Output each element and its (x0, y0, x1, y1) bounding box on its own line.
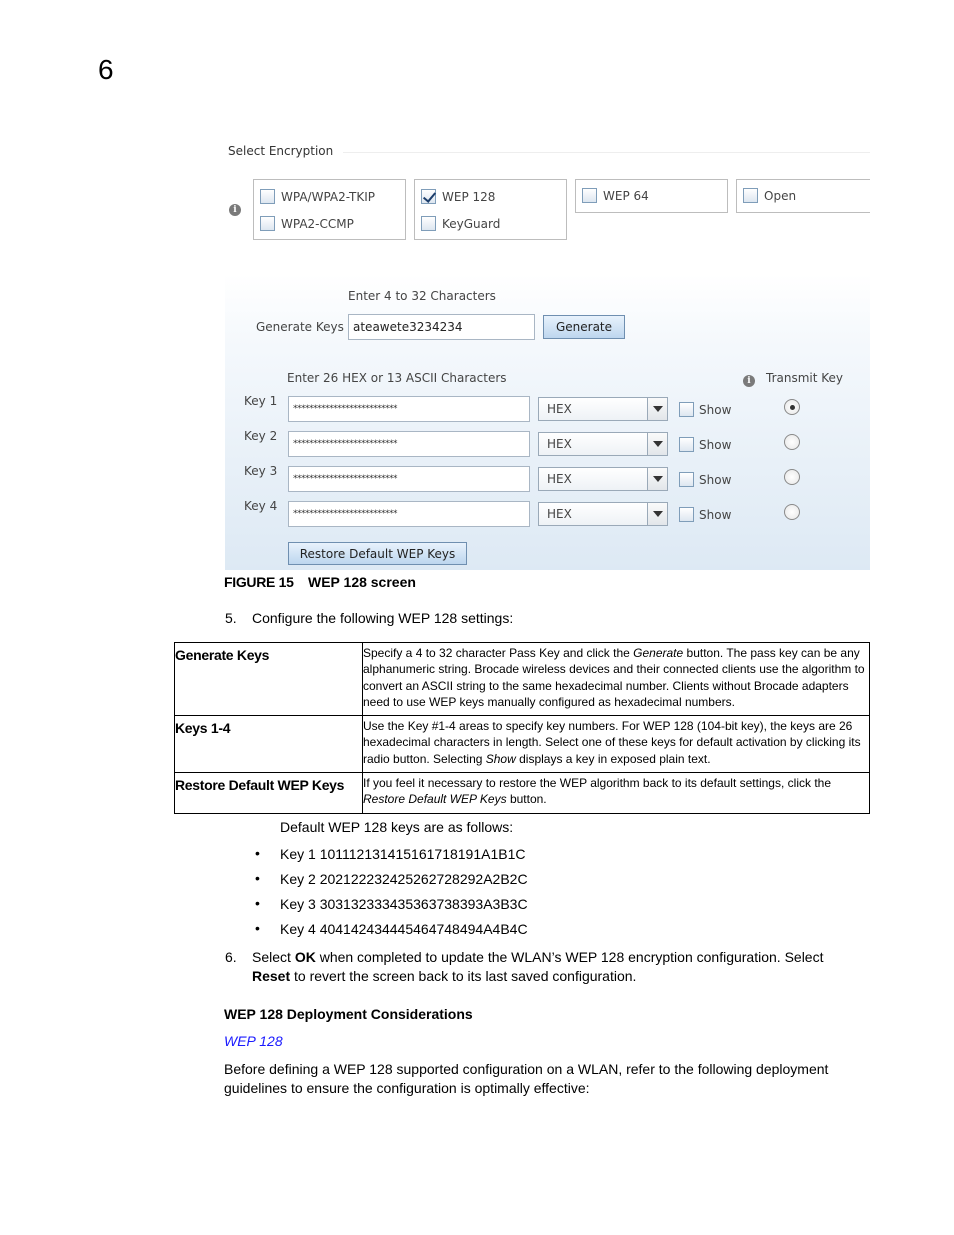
default-key-4: Key 4 404142434445464748494A4B4C (280, 921, 528, 937)
key-1-input[interactable]: ************************** (288, 396, 530, 422)
desc-text: button. (506, 792, 547, 807)
key-4-transmit-radio[interactable] (784, 504, 800, 520)
key-4-label: Key 4 (244, 499, 278, 513)
bullet-icon: • (255, 920, 260, 936)
key-1-format-value: HEX (547, 402, 572, 416)
key-3-input[interactable]: ************************** (288, 466, 530, 492)
chevron-down-icon (647, 503, 667, 525)
chevron-down-icon (647, 433, 667, 455)
wep128-checkbox[interactable] (421, 189, 436, 204)
table-key: Keys 1-4 (175, 716, 363, 773)
passkey-input[interactable]: ateawete3234234 (348, 314, 535, 340)
deployment-heading: WEP 128 Deployment Considerations (224, 1006, 473, 1022)
wep64-label: WEP 64 (603, 189, 649, 203)
table-key: Generate Keys (175, 643, 363, 716)
figure-caption (224, 574, 416, 590)
select-encryption-title: Select Encryption (228, 144, 334, 158)
hex-hint: Enter 26 HEX or 13 ASCII Characters (287, 371, 507, 385)
table-row (175, 716, 870, 773)
passkey-hint: Enter 4 to 32 Characters (348, 289, 496, 303)
bullet-icon: • (255, 870, 260, 886)
wep64-checkbox[interactable] (582, 188, 597, 203)
table-description (363, 643, 870, 716)
keys-panel (225, 274, 870, 570)
figure-label: FIGURE 15 (224, 574, 294, 590)
default-key-3: Key 3 303132333435363738393A3B3C (280, 896, 528, 912)
generate-keys-label: Generate Keys (256, 320, 344, 334)
key-4-format-select[interactable] (538, 502, 668, 526)
key-2-format-select[interactable] (538, 432, 668, 456)
key-3-transmit-radio[interactable] (784, 469, 800, 485)
desc-emphasis: Generate (633, 646, 684, 660)
info-icon[interactable]: i (229, 204, 241, 216)
key-3-format-select[interactable] (538, 467, 668, 491)
wpa-tkip-label: WPA/WPA2-TKIP (281, 190, 375, 204)
desc-emphasis: Show (485, 751, 516, 766)
open-label: Open (764, 189, 797, 203)
key-2-transmit-radio[interactable] (784, 434, 800, 450)
bullet-icon: • (255, 845, 260, 861)
generate-button[interactable]: Generate (543, 315, 625, 339)
key-2-label: Key 2 (244, 429, 278, 443)
transmit-key-info-icon[interactable]: i (743, 375, 755, 387)
step-6-part: Select (252, 949, 295, 965)
chapter-number: 6 (98, 54, 114, 85)
chevron-down-icon (647, 468, 667, 490)
restore-default-wep-keys-button[interactable]: Restore Default WEP Keys (288, 542, 467, 565)
keyguard-label: KeyGuard (442, 217, 501, 231)
desc-text: If you feel it necessary to restore the WEP algorithm back to its default settings, click the (363, 776, 831, 790)
section-divider (343, 152, 870, 153)
key-1-format-select[interactable] (538, 397, 668, 421)
step-6-text (252, 948, 862, 986)
key-1-transmit-radio[interactable] (784, 399, 800, 415)
wpa2-ccmp-checkbox[interactable] (260, 216, 275, 231)
desc-text: button. The pass key can be any alphanumeric string. Brocade wireless devices and their connected clients use the algorithm to convert an ASCII string to the same hexadecimal number. Clients without Brocade adapters need to use WEP keys manually configured as hexadecimal numbers. (363, 646, 865, 710)
step-6-part: to revert the screen back to its last saved configuration. (290, 968, 637, 984)
key-1-show-label: Show (699, 403, 732, 417)
table-row (175, 773, 870, 814)
wpa-tkip-checkbox[interactable] (260, 189, 275, 204)
step-5-text: Configure the following WEP 128 settings: (252, 610, 514, 626)
wep128-label: WEP 128 (442, 190, 496, 204)
deployment-text: Before defining a WEP 128 supported configuration on a WLAN, refer to the following deployment guidelines to ensure the configuration is optimally effective: (224, 1061, 829, 1096)
desc-text: displays a key in exposed plain text. (515, 751, 711, 766)
settings-table (174, 642, 870, 814)
keyguard-checkbox[interactable] (421, 216, 436, 231)
wpa-options-box (253, 179, 406, 240)
key-3-label: Key 3 (244, 464, 278, 478)
wep64-options-box (575, 179, 728, 213)
table-key: Restore Default WEP Keys (175, 773, 363, 814)
wpa2-ccmp-label: WPA2-CCMP (281, 217, 354, 231)
table-description (363, 773, 870, 814)
transmit-key-label: Transmit Key (766, 371, 844, 385)
step-6-part: when completed to update the WLAN’s WEP 128 encryption configuration. Select (315, 949, 824, 965)
default-key-2: Key 2 202122232425262728292A2B2C (280, 871, 528, 887)
key-2-show-label: Show (699, 438, 732, 452)
wep128-options-box (414, 179, 567, 240)
wep128-link[interactable]: WEP 128 (224, 1033, 283, 1049)
key-1-label: Key 1 (244, 394, 278, 408)
table-row (175, 643, 870, 716)
key-4-format-value: HEX (547, 507, 572, 521)
chevron-down-icon (647, 398, 667, 420)
key-2-input[interactable]: ************************** (288, 431, 530, 457)
key-4-show-checkbox[interactable] (679, 507, 694, 522)
figure-title: WEP 128 screen (308, 574, 416, 590)
desc-emphasis: Restore Default WEP Keys (363, 792, 507, 807)
desc-text: Use the Key #1-4 areas to specify key numbers. For WEP 128 (104-bit key), the keys are 26 hexadecimal characters in length. Select one of these keys for default activation by clicking its radio button. Selecting (363, 719, 861, 766)
open-checkbox[interactable] (743, 188, 758, 203)
key-2-format-value: HEX (547, 437, 572, 451)
default-keys-intro: Default WEP 128 keys are as follows: (280, 819, 514, 835)
key-3-show-label: Show (699, 473, 732, 487)
reset-term: Reset (252, 968, 291, 984)
step-5-number: 5. (225, 610, 237, 626)
bullet-icon: • (255, 895, 260, 911)
wep128-screenshot (225, 140, 870, 570)
step-6-number: 6. (225, 949, 237, 965)
desc-text: Specify a 4 to 32 character Pass Key and click the (363, 646, 634, 660)
key-3-format-value: HEX (547, 472, 572, 486)
key-1-show-checkbox[interactable] (679, 402, 694, 417)
key-4-input[interactable]: ************************** (288, 501, 530, 527)
default-key-1: Key 1 101112131415161718191A1B1C (280, 846, 526, 862)
open-options-box (736, 179, 870, 213)
key-2-show-checkbox[interactable] (679, 437, 694, 452)
table-description (363, 716, 870, 773)
ok-term: OK (294, 949, 316, 965)
key-3-show-checkbox[interactable] (679, 472, 694, 487)
key-4-show-label: Show (699, 508, 732, 522)
